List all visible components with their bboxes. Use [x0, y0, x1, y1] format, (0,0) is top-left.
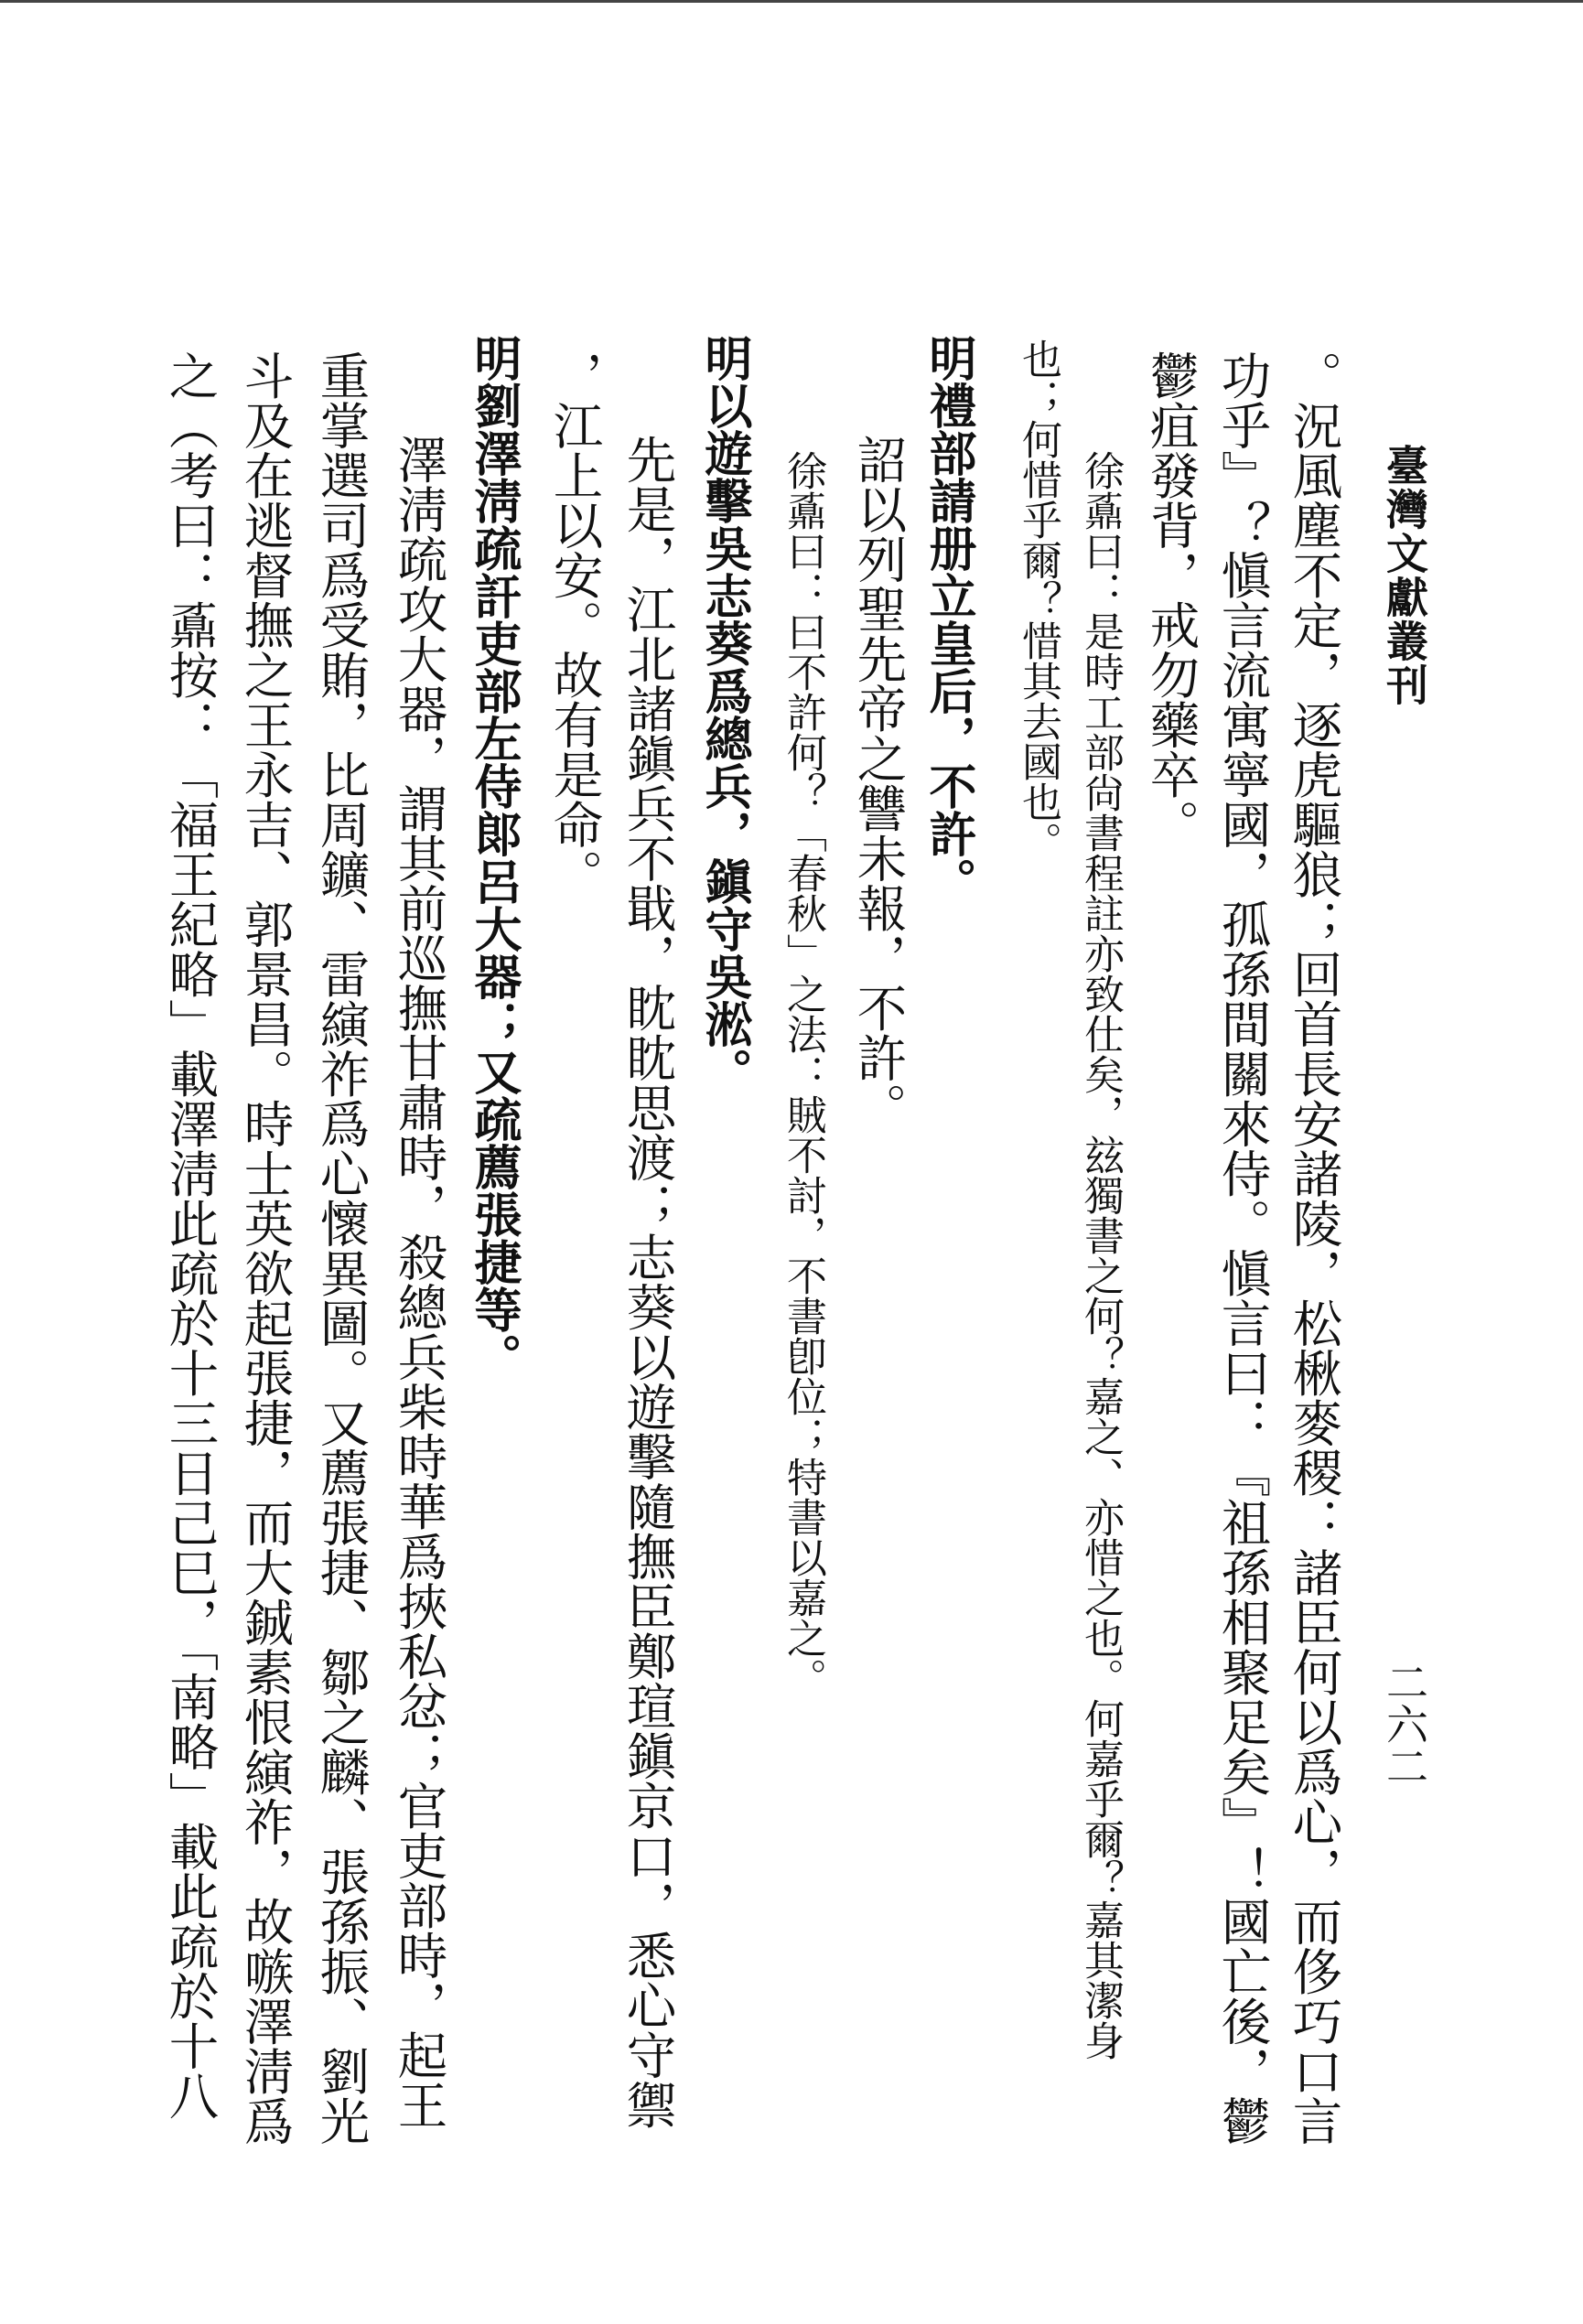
text-column: 之（考曰：鼒按：「福王紀略」載澤淸此疏於十三日己巳，「南略」載此疏於十八 — [160, 350, 220, 2121]
text-column: 詔以列聖先帝之讐未報，不許。 — [848, 384, 908, 1133]
page-number: 二六二 — [1380, 1661, 1429, 1787]
text-column: 斗及在逃督撫之王永吉、郭景昌。時士英欲起張捷，而大鋮素恨縯祚，故嗾澤淸爲 — [235, 350, 295, 2146]
running-header-title: 臺灣文獻叢刊 — [1380, 444, 1429, 707]
text-column: 。況風塵不定，逐虎驅狼；回首長安諸陵，松楸麥稷：諸臣何以爲心，而侈巧口言 — [1284, 350, 1343, 2146]
section-heading: 明以遊擊吳志葵爲總兵，鎭守吳淞。 — [696, 334, 752, 1095]
text-column: 澤淸疏攻大器，謂其前巡撫甘肅時，殺總兵柴時華爲挾私忿；官吏部時，起王 — [389, 384, 448, 2130]
text-column: 鬱疽發背，戒勿藥卒。 — [1141, 350, 1201, 849]
section-heading: 明劉澤淸疏訐吏部左侍郞呂大器；又疏薦張捷等。 — [466, 334, 522, 1381]
text-column: 功乎』？愼言流寓寧國，孤孫間關來侍。愼言曰：『祖孫相聚足矣』！國亡後，鬱 — [1212, 350, 1272, 2146]
text-column: 先是，江北諸鎭兵不戢，眈眈思渡；志葵以遊擊隨撫臣鄭瑄鎭京口，悉心守禦 — [618, 384, 677, 2130]
section-heading: 明禮部請册立皇后，不許。 — [921, 334, 976, 905]
annotation-column: 也；何惜乎爾？惜其去國也。 — [1015, 339, 1061, 862]
text-column: 重掌選司爲受賄，比周鑛、雷縯祚爲心懷異圖。又薦張捷、鄒之麟、張孫振、劉光 — [311, 350, 371, 2146]
text-column: ，江上以安。故有是命。 — [544, 350, 604, 899]
annotation-column: 徐鼒曰：是時工部尙書程註亦致仕矣，玆獨書之何？嘉之、亦惜之也。何嘉乎爾？嘉其潔身 — [1077, 410, 1124, 2060]
page-top-border — [0, 0, 1583, 3]
annotation-column: 徐鼒曰：曰不許何？「春秋」之法：賊不討，不書卽位；特書以嘉之。 — [780, 410, 826, 1698]
